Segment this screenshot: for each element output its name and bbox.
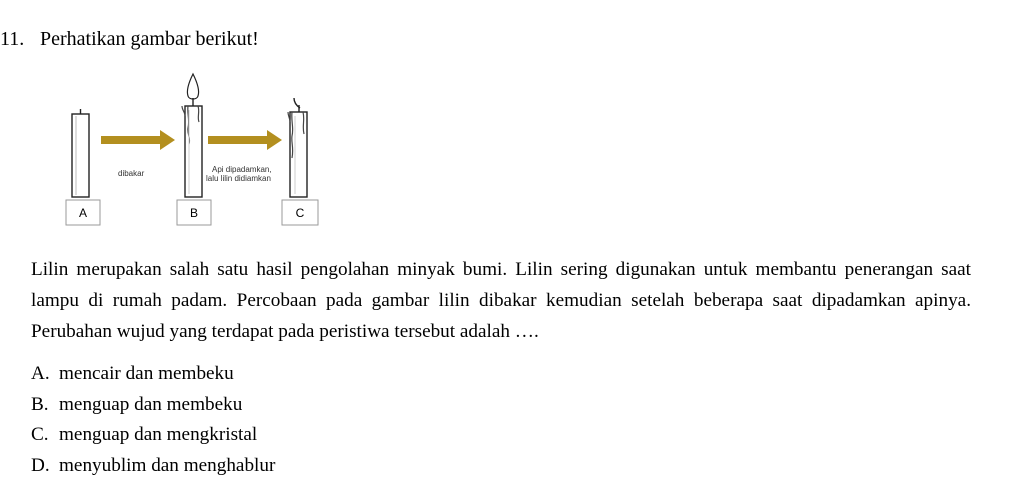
- option-d[interactable]: [31, 451, 275, 482]
- option-c[interactable]: [31, 420, 275, 451]
- option-letter: B.: [31, 393, 49, 415]
- label-b: B: [189, 206, 199, 220]
- option-b[interactable]: [31, 390, 275, 421]
- candle-c: [288, 98, 307, 197]
- candle-figure: [58, 72, 338, 230]
- option-text: menguap dan mengkristal: [59, 424, 258, 445]
- answer-options: [31, 359, 275, 481]
- option-letter: D.: [31, 454, 50, 476]
- question-number: 11.: [0, 28, 25, 50]
- option-text: menguap dan membeku: [59, 393, 243, 415]
- flame-icon: [187, 74, 198, 99]
- arrow-1: [101, 130, 175, 150]
- question-paragraph: Lilin merupakan salah satu hasil pengolahan minyak bumi. Lilin sering digunakan untuk membantu penerangan saat lampu di rumah padam. Percobaan pada gambar lilin dibakar kemudian setelah beberapa saat dipadamkan apinya. Perubahan wujud yang terdapat pada peristiwa tersebut adalah ….: [31, 259, 971, 342]
- option-letter: C.: [31, 424, 49, 445]
- option-a[interactable]: [31, 359, 275, 390]
- label-c: C: [295, 206, 305, 220]
- option-text: mencair dan membeku: [59, 363, 234, 384]
- arrow-2: [208, 130, 282, 150]
- label-a: A: [78, 206, 88, 220]
- label-extinguished-line1: Api dipadamkan,: [212, 165, 272, 174]
- label-burned: dibakar: [118, 169, 145, 178]
- option-text: menyublim dan menghablur: [59, 454, 276, 476]
- option-letter: A.: [31, 363, 50, 384]
- question-title: Perhatikan gambar berikut!: [40, 28, 259, 50]
- label-extinguished-line2: lalu lilin didiamkan: [206, 174, 271, 183]
- candle-b: [182, 74, 202, 197]
- candle-a: [72, 109, 89, 197]
